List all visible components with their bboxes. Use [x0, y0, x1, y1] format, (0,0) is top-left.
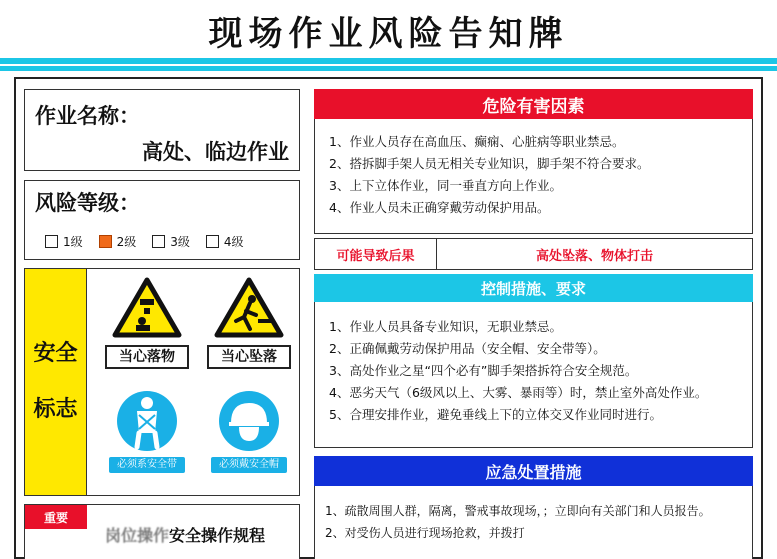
- sign-fall-caption: 当心坠落: [207, 345, 291, 369]
- consequence-value: 高处坠落、物体打击: [535, 248, 653, 264]
- job-name-label: 作业名称：: [35, 104, 140, 128]
- risk-level-2: 2级: [99, 233, 137, 250]
- safety-side-label: [25, 269, 87, 495]
- hazards-header: 危险有害因素: [314, 89, 753, 119]
- risk-level-4: 4级: [206, 233, 244, 250]
- risk-level-label: 风险等级：: [35, 191, 140, 215]
- risk-level-3: 3级: [152, 233, 190, 250]
- title-divider-bottom: [0, 66, 777, 71]
- emergency-header: 应急处置措施: [314, 456, 753, 486]
- sign-fall: [207, 277, 291, 369]
- risk-level-3-checkbox: [152, 235, 165, 248]
- hazard-item-2: 2、搭拆脚手架人员无相关专业知识，脚手架不符合要求。: [329, 156, 650, 171]
- falling-objects-warning-icon: [112, 277, 182, 339]
- risk-level-1-checkbox: [45, 235, 58, 248]
- sign-helmet: [207, 389, 291, 481]
- controls-list: [314, 302, 753, 448]
- safety-signs-box: [24, 268, 300, 496]
- control-item-1: 1、作业人员具备专业知识，无职业禁忌。: [329, 319, 562, 334]
- job-name-value: 高处、临边作业: [142, 140, 289, 164]
- safety-helmet-icon: [217, 389, 281, 453]
- safety-harness-icon: [115, 389, 179, 453]
- hazard-item-1: 1、作业人员存在高血压、癫痫、心脏病等职业禁忌。: [329, 134, 625, 149]
- risk-level-box: [24, 180, 300, 260]
- consequence-label: 可能导致后果: [315, 239, 437, 269]
- control-item-4: 4、恶劣天气（6级风以上、大雾、暴雨等）时，禁止室外高处作业。: [329, 385, 708, 400]
- page-title: 现场作业风险告知牌: [208, 13, 569, 54]
- hazard-item-4: 4、作业人员未正确穿戴劳动保护用品。: [329, 200, 550, 215]
- risk-level-options: [45, 233, 260, 250]
- sign-harness: [105, 389, 189, 481]
- emergency-item-2: 2、对受伤人员进行现场抢救，并拨打: [325, 526, 525, 540]
- sign-helmet-caption: 必须戴安全帽: [211, 457, 287, 473]
- controls-header: 控制措施、要求: [314, 274, 753, 302]
- risk-level-2-checkbox: [99, 235, 112, 248]
- procedure-title: [105, 523, 265, 546]
- control-item-2: 2、正确佩戴劳动保护用品（安全帽、安全带等）。: [329, 341, 606, 356]
- risk-level-4-checkbox: [206, 235, 219, 248]
- title-divider-top: [0, 58, 777, 64]
- safety-side-label-1: 安全: [33, 341, 78, 366]
- emergency-item-1: 1、疏散周围人群，隔离，警戒事故现场，；立即向有关部门和人员报告。: [325, 504, 711, 518]
- job-name-box: [24, 89, 300, 171]
- procedure-title-blurred: 岗位操作: [105, 526, 170, 545]
- sign-harness-caption: 必须系安全带: [109, 457, 185, 473]
- hazard-item-3: 3、上下立体作业，同一垂直方向上作业。: [329, 178, 562, 193]
- sign-falling-objects: [105, 277, 189, 369]
- procedure-title-text: 安全操作规程: [169, 526, 266, 545]
- control-item-5: 5、合理安排作业，避免垂线上下的立体交叉作业同时进行。: [329, 407, 662, 422]
- hazards-list: [314, 119, 753, 234]
- safety-side-label-2: 标志: [33, 397, 78, 422]
- sign-falling-objects-caption: 当心落物: [105, 345, 189, 369]
- emergency-list: [314, 486, 753, 559]
- risk-level-1: 1级: [45, 233, 83, 250]
- important-tag: 重要: [25, 505, 87, 529]
- control-item-3: 3、高处作业之星“四个必有”脚手架搭拆符合安全规范。: [329, 363, 638, 378]
- consequence-row: [314, 238, 753, 270]
- fall-warning-icon: [214, 277, 284, 339]
- procedure-box: [24, 504, 300, 559]
